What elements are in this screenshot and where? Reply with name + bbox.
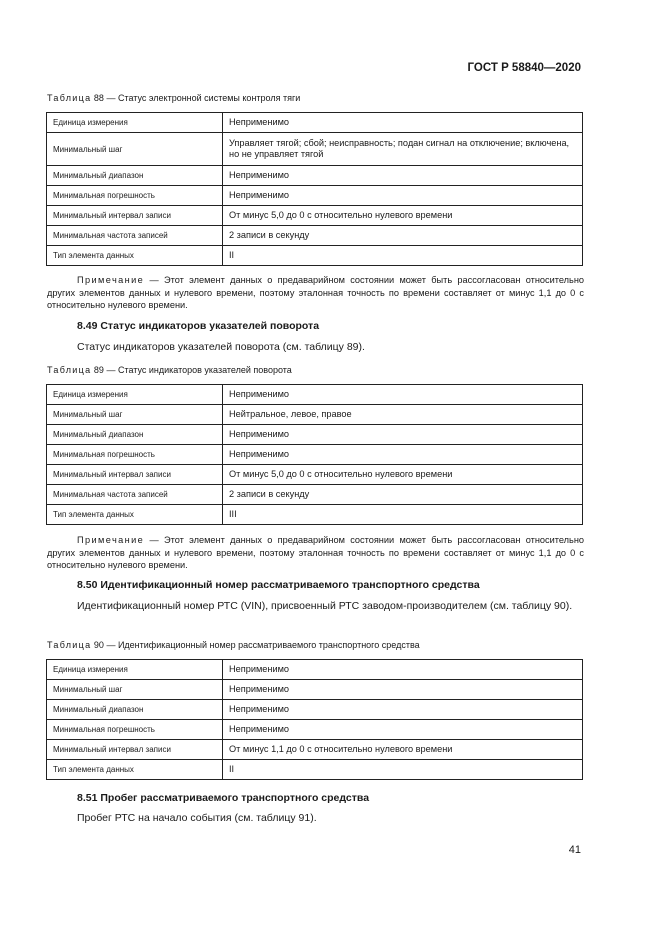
table-row bbox=[47, 425, 583, 445]
note-1 bbox=[47, 274, 584, 312]
table-row bbox=[47, 186, 583, 206]
row-key: Минимальная погрешность bbox=[47, 720, 223, 740]
row-value: От минус 1,1 до 0 с относительно нулевого времени bbox=[223, 740, 583, 760]
row-value: Неприменимо bbox=[223, 660, 583, 680]
table-88-caption bbox=[47, 93, 300, 103]
row-key: Единица измерения bbox=[47, 113, 223, 133]
section-text-8-49: Статус индикаторов указателей поворота (см. таблицу 89). bbox=[77, 341, 365, 353]
table-row bbox=[47, 405, 583, 425]
table-row bbox=[47, 485, 583, 505]
row-value: Нейтральное, левое, правое bbox=[223, 405, 583, 425]
row-value: Неприменимо bbox=[223, 425, 583, 445]
row-value: 2 записи в секунду bbox=[223, 226, 583, 246]
table-row bbox=[47, 445, 583, 465]
row-value: Неприменимо bbox=[223, 680, 583, 700]
table-row bbox=[47, 660, 583, 680]
table-row bbox=[47, 246, 583, 266]
row-key: Минимальный шаг bbox=[47, 405, 223, 425]
row-value: II bbox=[223, 246, 583, 266]
table-row bbox=[47, 226, 583, 246]
table-label: Таблица bbox=[47, 640, 92, 650]
section-heading-8-51: 8.51 Пробег рассматриваемого транспортного средства bbox=[77, 792, 370, 804]
row-value: Неприменимо bbox=[223, 166, 583, 186]
page-number: 41 bbox=[568, 844, 581, 856]
row-value: От минус 5,0 до 0 с относительно нулевого времени bbox=[223, 465, 583, 485]
table-row bbox=[47, 760, 583, 780]
row-value: Управляет тягой; сбой; неисправность; подан сигнал на отключение; включена, но не управляет тягой bbox=[223, 133, 583, 166]
row-key: Минимальная частота записей bbox=[47, 485, 223, 505]
note-text: — Этот элемент данных о предаварийном состоянии может быть рассогласован относительно других элементов данных и нулевого времени, поэтому эталонная точность по времени составляет от минус 1,1 до 0 с относительно нулевого времени. bbox=[47, 535, 585, 570]
row-key: Минимальный шаг bbox=[47, 680, 223, 700]
row-key: Минимальная погрешность bbox=[47, 445, 223, 465]
row-value: Неприменимо bbox=[223, 700, 583, 720]
note-label: Примечание bbox=[77, 535, 145, 545]
table-row bbox=[47, 720, 583, 740]
table-89-caption bbox=[47, 365, 292, 375]
section-heading-8-50: 8.50 Идентификационный номер рассматриваемого транспортного средства bbox=[77, 579, 480, 591]
row-key: Единица измерения bbox=[47, 660, 223, 680]
table-label: Таблица bbox=[47, 93, 92, 103]
row-key: Минимальная частота записей bbox=[47, 226, 223, 246]
table-row bbox=[47, 133, 583, 166]
row-value: 2 записи в секунду bbox=[223, 485, 583, 505]
table-row bbox=[47, 206, 583, 226]
table-row bbox=[47, 680, 583, 700]
table-row bbox=[47, 740, 583, 760]
row-key: Минимальный диапазон bbox=[47, 425, 223, 445]
row-value: III bbox=[223, 505, 583, 525]
row-key: Минимальный диапазон bbox=[47, 700, 223, 720]
row-value: От минус 5,0 до 0 с относительно нулевого времени bbox=[223, 206, 583, 226]
row-key: Тип элемента данных bbox=[47, 246, 223, 266]
table-row bbox=[47, 465, 583, 485]
table-label: Таблица bbox=[47, 365, 92, 375]
table-number: 88 bbox=[93, 93, 104, 103]
section-text-8-50: Идентификационный номер РТС (VIN), присвоенный РТС заводом-производителем (см. таблицу 90). bbox=[77, 600, 573, 612]
row-key: Единица измерения bbox=[47, 385, 223, 405]
row-key: Минимальный диапазон bbox=[47, 166, 223, 186]
section-text-8-51: Пробег РТС на начало события (см. таблицу 91). bbox=[77, 812, 317, 824]
table-title: — Идентификационный номер рассматриваемого транспортного средства bbox=[106, 640, 420, 650]
row-key: Минимальный шаг bbox=[47, 133, 223, 166]
row-value: II bbox=[223, 760, 583, 780]
note-text: — Этот элемент данных о предаварийном состоянии может быть рассогласован относительно других элементов данных и нулевого времени, поэтому эталонная точность по времени составляет от минус 1,1 до 0 с относительно нулевого времени. bbox=[47, 275, 585, 310]
table-row bbox=[47, 385, 583, 405]
row-key: Минимальный интервал записи bbox=[47, 206, 223, 226]
note-2 bbox=[47, 534, 584, 572]
table-title: — Статус электронной системы контроля тяги bbox=[106, 93, 301, 103]
table-90-caption bbox=[47, 640, 420, 650]
row-value: Неприменимо bbox=[223, 445, 583, 465]
table-row bbox=[47, 113, 583, 133]
table-row bbox=[47, 166, 583, 186]
note-label: Примечание bbox=[77, 275, 145, 285]
row-value: Неприменимо bbox=[223, 113, 583, 133]
row-key: Минимальный интервал записи bbox=[47, 740, 223, 760]
row-value: Неприменимо bbox=[223, 186, 583, 206]
row-key: Тип элемента данных bbox=[47, 760, 223, 780]
table-row bbox=[47, 700, 583, 720]
table-row bbox=[47, 505, 583, 525]
row-key: Минимальный интервал записи bbox=[47, 465, 223, 485]
table-88 bbox=[46, 112, 583, 266]
row-value: Неприменимо bbox=[223, 720, 583, 740]
document-code: ГОСТ Р 58840—2020 bbox=[467, 62, 581, 74]
table-90 bbox=[46, 659, 583, 780]
table-title: — Статус индикаторов указателей поворота bbox=[106, 365, 292, 375]
table-number: 90 bbox=[93, 640, 104, 650]
table-number: 89 bbox=[93, 365, 104, 375]
section-heading-8-49: 8.49 Статус индикаторов указателей поворота bbox=[77, 320, 320, 332]
row-key: Тип элемента данных bbox=[47, 505, 223, 525]
row-value: Неприменимо bbox=[223, 385, 583, 405]
row-key: Минимальная погрешность bbox=[47, 186, 223, 206]
table-89 bbox=[46, 384, 583, 525]
